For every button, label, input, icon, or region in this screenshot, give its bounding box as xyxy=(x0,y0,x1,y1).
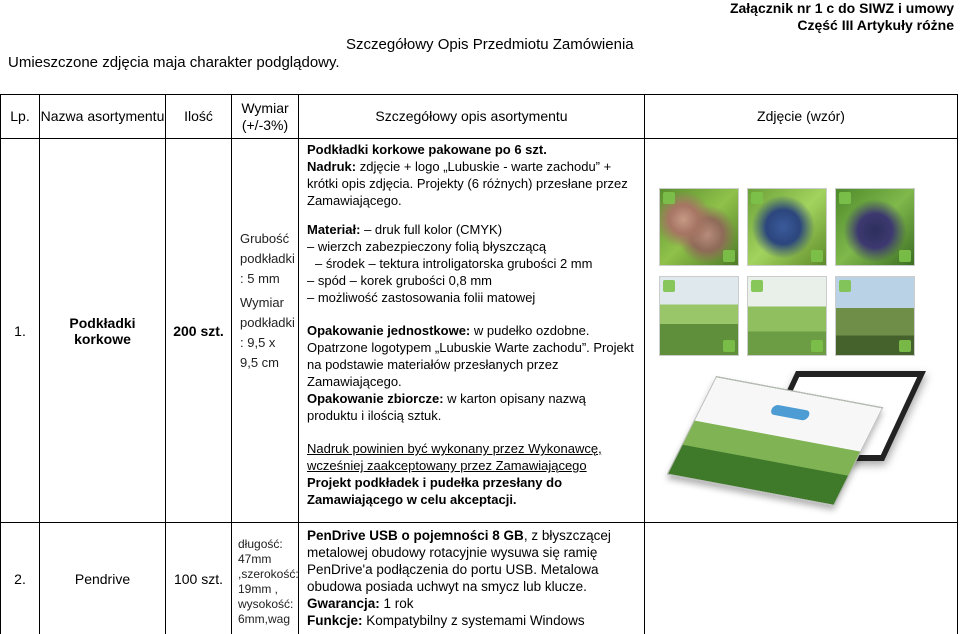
table-row xyxy=(1,523,958,634)
leaf-icon xyxy=(751,192,763,204)
coaster-photo-vineyard-barrel xyxy=(835,276,915,356)
leaf-icon xyxy=(839,280,851,292)
row-photo xyxy=(645,523,958,634)
leaf-icon xyxy=(751,280,763,292)
desc-pendrive: PenDrive USB o pojemności 8 GB, z błyszczącej metalowej obudowy rotacyjnie wysuwa się ramię PenDrive'a podłączenia do portu USB. Metalowa obudowa posiada uchwyt na smycz lub klucze. xyxy=(307,528,611,594)
table-row xyxy=(1,139,958,523)
desc-material: Materiał: – druk full kolor (CMYK) xyxy=(307,222,503,237)
document-subtitle: Szczegółowy Opis Przedmiotu Zamówienia xyxy=(346,36,634,53)
leaf-icon xyxy=(663,192,675,204)
desc-functions: Funkcje: Kompatybilny z systemami Windows xyxy=(307,613,585,628)
desc-material-1: – wierzch zabezpieczony folią błyszczącą xyxy=(307,239,547,254)
row-photo xyxy=(645,139,958,523)
row-dims: długość: 47mm ,szerokość: 19mm , wysokość: 6mm,wag xyxy=(232,523,299,634)
leaf-icon xyxy=(899,250,911,262)
coaster-photo-grapes-blue xyxy=(747,188,827,266)
coaster-photo-vineyard-rows xyxy=(747,276,827,356)
desc-warranty: Gwarancja: 1 rok xyxy=(307,596,414,611)
specification-table xyxy=(0,94,958,634)
document-header xyxy=(730,0,954,34)
desc-material-4: – możliwość zastosowania folii matowej xyxy=(307,290,536,305)
dims-thickness: Grubość podkładki : 5 mm xyxy=(240,231,295,286)
row-qty: 200 szt. xyxy=(166,139,232,523)
lubuskie-logo-icon xyxy=(769,404,811,421)
leaf-icon xyxy=(663,280,675,292)
col-dims: Wymiar (+/-3%) xyxy=(232,95,299,139)
table-header-row xyxy=(1,95,958,139)
row-lp: 2. xyxy=(1,523,40,634)
leaf-icon xyxy=(839,192,851,204)
leaf-icon xyxy=(723,340,735,352)
desc-print-note: Nadruk powinien być wykonany przez Wykonawcę, wcześniej zaakceptowany przez Zamawiającego xyxy=(307,441,602,473)
coaster-photo-grapes-dark xyxy=(835,188,915,266)
photo-notice: Umieszczone zdjęcia maja charakter podglądowy. xyxy=(8,54,340,71)
leaf-icon xyxy=(899,340,911,352)
row-lp: 1. xyxy=(1,139,40,523)
desc-material-3: – spód – korek grubości 0,8 mm xyxy=(307,273,492,288)
coaster-photo-vineyard-house xyxy=(659,276,739,356)
col-desc: Szczegółowy opis asortymentu xyxy=(299,95,645,139)
col-lp: Lp. xyxy=(1,95,40,139)
desc-material-2: – środek – tektura introligatorska grubości 2 mm xyxy=(315,256,593,271)
row-name: Pendrive xyxy=(40,523,166,634)
desc-packing: Podkładki korkowe pakowane po 6 szt. xyxy=(307,142,547,157)
part-title: Część III Artykuły różne xyxy=(797,17,954,33)
row-qty: 100 szt. xyxy=(166,523,232,634)
annex-title: Załącznik nr 1 c do SIWZ i umowy xyxy=(729,0,954,16)
desc-project-note: Projekt podkładek i pudełka przesłany do Zamawiającego w celu akceptacji. xyxy=(307,475,563,507)
desc-print: Nadruk: zdjęcie + logo „Lubuskie - warte zachodu” + krótki opis zdjęcia. Projekty (6 różnych) przesłane przez Zamawiającego. xyxy=(307,159,628,208)
coaster-photo-grapes-pink xyxy=(659,188,739,266)
row-dims xyxy=(232,139,299,523)
leaf-icon xyxy=(811,250,823,262)
leaf-icon xyxy=(723,250,735,262)
col-photo: Zdjęcie (wzór) xyxy=(645,95,958,139)
desc-unit-pack: Opakowanie jednostkowe: w pudełko ozdobne. Opatrzone logotypem „Lubuskie Warte zachodu”. Projekt na podstawie materiałów przesłanych przez Zamawiającego. xyxy=(307,323,634,389)
desc-bulk-pack: Opakowanie zbiorcze: w karton opisany nazwą produktu i ilością sztuk. xyxy=(307,391,586,423)
row-desc xyxy=(299,139,645,523)
col-name: Nazwa asortymentu xyxy=(40,95,166,139)
col-qty: Ilość xyxy=(166,95,232,139)
row-desc xyxy=(299,523,645,634)
leaf-icon xyxy=(811,340,823,352)
row-name: Podkładki korkowe xyxy=(40,139,166,523)
dims-size: Wymiar podkładki : 9,5 x 9,5 cm xyxy=(240,295,295,370)
